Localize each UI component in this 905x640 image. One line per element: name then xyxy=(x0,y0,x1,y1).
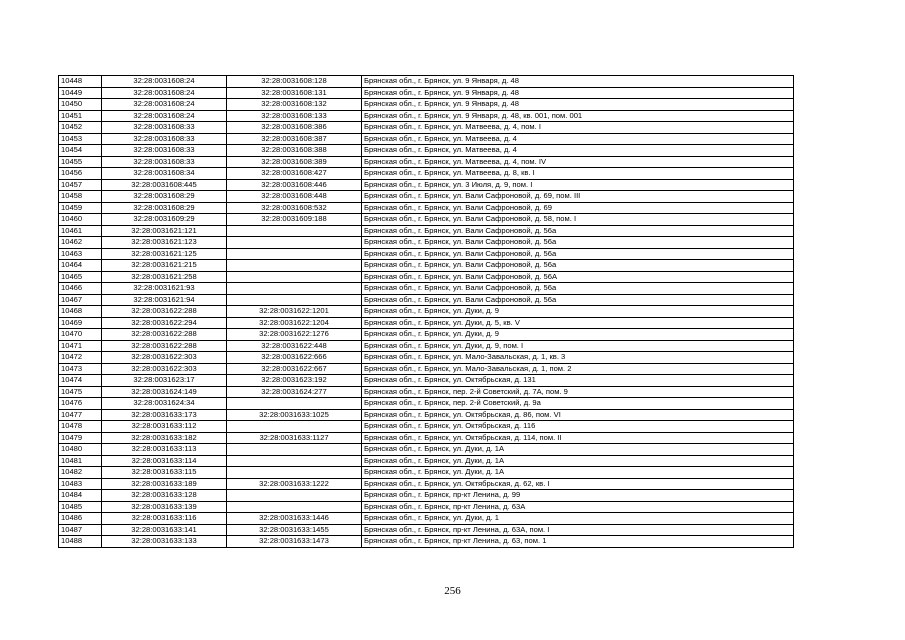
parent-cadastral-number-cell: 32:28:0031621:258 xyxy=(102,271,227,283)
cadastral-number-cell xyxy=(227,225,362,237)
table-row xyxy=(59,386,794,398)
row-number-cell: 10450 xyxy=(59,99,102,111)
row-number-cell: 10481 xyxy=(59,455,102,467)
parent-cadastral-number-cell: 32:28:0031633:139 xyxy=(102,501,227,513)
row-number-cell: 10473 xyxy=(59,363,102,375)
table-row xyxy=(59,501,794,513)
row-number-cell: 10477 xyxy=(59,409,102,421)
parent-cadastral-number-cell: 32:28:0031633:116 xyxy=(102,513,227,525)
table-row xyxy=(59,306,794,318)
parent-cadastral-number-cell: 32:28:0031621:215 xyxy=(102,260,227,272)
parent-cadastral-number-cell: 32:28:0031608:24 xyxy=(102,110,227,122)
parent-cadastral-number-cell: 32:28:0031623:17 xyxy=(102,375,227,387)
cadastral-number-cell: 32:28:0031608:388 xyxy=(227,145,362,157)
row-number-cell: 10453 xyxy=(59,133,102,145)
parent-cadastral-number-cell: 32:28:0031621:121 xyxy=(102,225,227,237)
table-row xyxy=(59,99,794,111)
parent-cadastral-number-cell: 32:28:0031608:29 xyxy=(102,202,227,214)
cadastral-number-cell xyxy=(227,248,362,260)
address-cell: Брянская обл., г. Брянск, ул. Вали Сафроновой, д. 56а xyxy=(362,225,794,237)
parent-cadastral-number-cell: 32:28:0031608:29 xyxy=(102,191,227,203)
parent-cadastral-number-cell: 32:28:0031622:303 xyxy=(102,363,227,375)
cadastral-number-cell xyxy=(227,490,362,502)
parent-cadastral-number-cell: 32:28:0031621:93 xyxy=(102,283,227,295)
parent-cadastral-number-cell: 32:28:0031622:303 xyxy=(102,352,227,364)
row-number-cell: 10456 xyxy=(59,168,102,180)
table-row xyxy=(59,513,794,525)
table-row xyxy=(59,444,794,456)
row-number-cell: 10464 xyxy=(59,260,102,272)
parent-cadastral-number-cell: 32:28:0031633:114 xyxy=(102,455,227,467)
table-row xyxy=(59,294,794,306)
cadastral-number-cell: 32:28:0031608:389 xyxy=(227,156,362,168)
property-register-table xyxy=(58,75,794,548)
address-cell: Брянская обл., г. Брянск, ул. Вали Сафроновой, д. 58, пом. I xyxy=(362,214,794,226)
parent-cadastral-number-cell: 32:28:0031633:128 xyxy=(102,490,227,502)
table-row xyxy=(59,455,794,467)
cadastral-number-cell xyxy=(227,467,362,479)
cadastral-number-cell: 32:28:0031608:386 xyxy=(227,122,362,134)
address-cell: Брянская обл., г. Брянск, пр-кт Ленина, д. 63А xyxy=(362,501,794,513)
row-number-cell: 10483 xyxy=(59,478,102,490)
address-cell: Брянская обл., г. Брянск, ул. Матвеева, д. 4, пом. IV xyxy=(362,156,794,168)
cadastral-number-cell: 32:28:0031622:667 xyxy=(227,363,362,375)
address-cell: Брянская обл., г. Брянск, ул. Дуки, д. 1А xyxy=(362,444,794,456)
address-cell: Брянская обл., г. Брянск, пер. 2-й Советский, д. 7А, пом. 9 xyxy=(362,386,794,398)
table-row xyxy=(59,168,794,180)
table-row xyxy=(59,248,794,260)
row-number-cell: 10458 xyxy=(59,191,102,203)
parent-cadastral-number-cell: 32:28:0031621:123 xyxy=(102,237,227,249)
table-row xyxy=(59,145,794,157)
address-cell: Брянская обл., г. Брянск, ул. Дуки, д. 1А xyxy=(362,455,794,467)
table-row xyxy=(59,156,794,168)
cadastral-number-cell xyxy=(227,501,362,513)
row-number-cell: 10476 xyxy=(59,398,102,410)
parent-cadastral-number-cell: 32:28:0031608:33 xyxy=(102,133,227,145)
parent-cadastral-number-cell: 32:28:0031633:189 xyxy=(102,478,227,490)
table-row xyxy=(59,283,794,295)
cadastral-number-cell: 32:28:0031622:1201 xyxy=(227,306,362,318)
parent-cadastral-number-cell: 32:28:0031633:133 xyxy=(102,536,227,548)
parent-cadastral-number-cell: 32:28:0031608:33 xyxy=(102,145,227,157)
address-cell: Брянская обл., г. Брянск, ул. 9 Января, д. 48 xyxy=(362,87,794,99)
row-number-cell: 10449 xyxy=(59,87,102,99)
address-cell: Брянская обл., г. Брянск, ул. Вали Сафроновой, д. 69 xyxy=(362,202,794,214)
address-cell: Брянская обл., г. Брянск, ул. Вали Сафроновой, д. 56А xyxy=(362,271,794,283)
parent-cadastral-number-cell: 32:28:0031624:34 xyxy=(102,398,227,410)
table-row xyxy=(59,524,794,536)
table-row xyxy=(59,398,794,410)
row-number-cell: 10457 xyxy=(59,179,102,191)
row-number-cell: 10482 xyxy=(59,467,102,479)
table-row xyxy=(59,478,794,490)
row-number-cell: 10480 xyxy=(59,444,102,456)
parent-cadastral-number-cell: 32:28:0031624:149 xyxy=(102,386,227,398)
address-cell: Брянская обл., г. Брянск, ул. Мало-Завальская, д. 1, кв. 3 xyxy=(362,352,794,364)
row-number-cell: 10452 xyxy=(59,122,102,134)
row-number-cell: 10470 xyxy=(59,329,102,341)
address-cell: Брянская обл., г. Брянск, ул. Дуки, д. 9 xyxy=(362,306,794,318)
cadastral-number-cell xyxy=(227,421,362,433)
cadastral-number-cell: 32:28:0031633:1025 xyxy=(227,409,362,421)
parent-cadastral-number-cell: 32:28:0031622:288 xyxy=(102,306,227,318)
row-number-cell: 10459 xyxy=(59,202,102,214)
cadastral-number-cell: 32:28:0031608:448 xyxy=(227,191,362,203)
parent-cadastral-number-cell: 32:28:0031621:94 xyxy=(102,294,227,306)
table-row xyxy=(59,432,794,444)
parent-cadastral-number-cell: 32:28:0031608:33 xyxy=(102,122,227,134)
row-number-cell: 10454 xyxy=(59,145,102,157)
parent-cadastral-number-cell: 32:28:0031622:294 xyxy=(102,317,227,329)
cadastral-number-cell: 32:28:0031608:128 xyxy=(227,76,362,88)
address-cell: Брянская обл., г. Брянск, ул. Вали Сафроновой, д. 56а xyxy=(362,248,794,260)
row-number-cell: 10462 xyxy=(59,237,102,249)
parent-cadastral-number-cell: 32:28:0031622:288 xyxy=(102,340,227,352)
address-cell: Брянская обл., г. Брянск, ул. Матвеева, д. 4, пом. I xyxy=(362,122,794,134)
parent-cadastral-number-cell: 32:28:0031633:182 xyxy=(102,432,227,444)
address-cell: Брянская обл., г. Брянск, ул. Октябрьская, д. 131 xyxy=(362,375,794,387)
table-row xyxy=(59,329,794,341)
cadastral-number-cell: 32:28:0031608:387 xyxy=(227,133,362,145)
cadastral-number-cell xyxy=(227,455,362,467)
page-number: 256 xyxy=(444,585,461,597)
cadastral-number-cell: 32:28:0031622:666 xyxy=(227,352,362,364)
address-cell: Брянская обл., г. Брянск, ул. Матвеева, д. 4 xyxy=(362,145,794,157)
parent-cadastral-number-cell: 32:28:0031633:141 xyxy=(102,524,227,536)
table-row xyxy=(59,76,794,88)
row-number-cell: 10460 xyxy=(59,214,102,226)
address-cell: Брянская обл., г. Брянск, ул. Вали Сафроновой, д. 56а xyxy=(362,260,794,272)
address-cell: Брянская обл., г. Брянск, пр-кт Ленина, д. 63А, пом. I xyxy=(362,524,794,536)
row-number-cell: 10478 xyxy=(59,421,102,433)
table-row xyxy=(59,179,794,191)
table-row xyxy=(59,467,794,479)
address-cell: Брянская обл., г. Брянск, пер. 2-й Советский, д. 9а xyxy=(362,398,794,410)
table-row xyxy=(59,352,794,364)
address-cell: Брянская обл., г. Брянск, ул. Октябрьская, д. 62, кв. I xyxy=(362,478,794,490)
address-cell: Брянская обл., г. Брянск, ул. Матвеева, д. 4 xyxy=(362,133,794,145)
cadastral-number-cell xyxy=(227,271,362,283)
table-row xyxy=(59,363,794,375)
row-number-cell: 10451 xyxy=(59,110,102,122)
parent-cadastral-number-cell: 32:28:0031608:24 xyxy=(102,87,227,99)
parent-cadastral-number-cell: 32:28:0031633:173 xyxy=(102,409,227,421)
parent-cadastral-number-cell: 32:28:0031633:113 xyxy=(102,444,227,456)
parent-cadastral-number-cell: 32:28:0031633:115 xyxy=(102,467,227,479)
row-number-cell: 10463 xyxy=(59,248,102,260)
cadastral-number-cell: 32:28:0031609:188 xyxy=(227,214,362,226)
cadastral-number-cell xyxy=(227,444,362,456)
parent-cadastral-number-cell: 32:28:0031608:33 xyxy=(102,156,227,168)
table-row xyxy=(59,87,794,99)
row-number-cell: 10472 xyxy=(59,352,102,364)
cadastral-number-cell: 32:28:0031633:1446 xyxy=(227,513,362,525)
address-cell: Брянская обл., г. Брянск, ул. Вали Сафроновой, д. 56а xyxy=(362,237,794,249)
cadastral-number-cell: 32:28:0031608:532 xyxy=(227,202,362,214)
cadastral-number-cell: 32:28:0031622:1276 xyxy=(227,329,362,341)
address-cell: Брянская обл., г. Брянск, пр-кт Ленина, д. 99 xyxy=(362,490,794,502)
table-row xyxy=(59,202,794,214)
table-row xyxy=(59,536,794,548)
parent-cadastral-number-cell: 32:28:0031622:288 xyxy=(102,329,227,341)
cadastral-number-cell: 32:28:0031622:1204 xyxy=(227,317,362,329)
address-cell: Брянская обл., г. Брянск, ул. Дуки, д. 5, кв. V xyxy=(362,317,794,329)
cadastral-number-cell: 32:28:0031608:446 xyxy=(227,179,362,191)
cadastral-number-cell: 32:28:0031608:132 xyxy=(227,99,362,111)
cadastral-number-cell: 32:28:0031608:131 xyxy=(227,87,362,99)
row-number-cell: 10475 xyxy=(59,386,102,398)
row-number-cell: 10479 xyxy=(59,432,102,444)
parent-cadastral-number-cell: 32:28:0031609:29 xyxy=(102,214,227,226)
parent-cadastral-number-cell: 32:28:0031608:24 xyxy=(102,99,227,111)
address-cell: Брянская обл., г. Брянск, ул. 9 Января, д. 48, кв. 001, пом. 001 xyxy=(362,110,794,122)
row-number-cell: 10487 xyxy=(59,524,102,536)
cadastral-number-cell xyxy=(227,283,362,295)
row-number-cell: 10474 xyxy=(59,375,102,387)
cadastral-number-cell xyxy=(227,237,362,249)
cadastral-number-cell: 32:28:0031633:1222 xyxy=(227,478,362,490)
parent-cadastral-number-cell: 32:28:0031608:34 xyxy=(102,168,227,180)
table-row xyxy=(59,225,794,237)
address-cell: Брянская обл., г. Брянск, ул. Вали Сафроновой, д. 69, пом. III xyxy=(362,191,794,203)
parent-cadastral-number-cell: 32:28:0031633:112 xyxy=(102,421,227,433)
address-cell: Брянская обл., г. Брянск, ул. Октябрьская, д. 116 xyxy=(362,421,794,433)
cadastral-number-cell: 32:28:0031633:1473 xyxy=(227,536,362,548)
table-row xyxy=(59,260,794,272)
row-number-cell: 10466 xyxy=(59,283,102,295)
address-cell: Брянская обл., г. Брянск, ул. 9 Января, д. 48 xyxy=(362,76,794,88)
row-number-cell: 10488 xyxy=(59,536,102,548)
address-cell: Брянская обл., г. Брянск, ул. Дуки, д. 1А xyxy=(362,467,794,479)
table-row xyxy=(59,271,794,283)
address-cell: Брянская обл., г. Брянск, ул. Вали Сафроновой, д. 56а xyxy=(362,283,794,295)
cadastral-number-cell: 32:28:0031633:1127 xyxy=(227,432,362,444)
table-row xyxy=(59,110,794,122)
cadastral-number-cell: 32:28:0031623:192 xyxy=(227,375,362,387)
parent-cadastral-number-cell: 32:28:0031621:125 xyxy=(102,248,227,260)
table-row xyxy=(59,340,794,352)
row-number-cell: 10465 xyxy=(59,271,102,283)
table-row xyxy=(59,214,794,226)
row-number-cell: 10471 xyxy=(59,340,102,352)
cadastral-number-cell: 32:28:0031622:448 xyxy=(227,340,362,352)
address-cell: Брянская обл., г. Брянск, пр-кт Ленина, д. 63, пом. 1 xyxy=(362,536,794,548)
table-body xyxy=(59,76,794,548)
address-cell: Брянская обл., г. Брянск, ул. Октябрьская, д. 86, пом. VI xyxy=(362,409,794,421)
cadastral-number-cell xyxy=(227,398,362,410)
address-cell: Брянская обл., г. Брянск, ул. Октябрьская, д. 114, пом. II xyxy=(362,432,794,444)
parent-cadastral-number-cell: 32:28:0031608:445 xyxy=(102,179,227,191)
address-cell: Брянская обл., г. Брянск, ул. 3 Июля, д. 9, пом. I xyxy=(362,179,794,191)
table-row xyxy=(59,317,794,329)
row-number-cell: 10448 xyxy=(59,76,102,88)
address-cell: Брянская обл., г. Брянск, ул. Дуки, д. 9 xyxy=(362,329,794,341)
table-row xyxy=(59,191,794,203)
table-row xyxy=(59,133,794,145)
row-number-cell: 10455 xyxy=(59,156,102,168)
cadastral-number-cell: 32:28:0031608:427 xyxy=(227,168,362,180)
row-number-cell: 10486 xyxy=(59,513,102,525)
row-number-cell: 10485 xyxy=(59,501,102,513)
row-number-cell: 10484 xyxy=(59,490,102,502)
table-row xyxy=(59,421,794,433)
address-cell: Брянская обл., г. Брянск, ул. Дуки, д. 9, пом. I xyxy=(362,340,794,352)
address-cell: Брянская обл., г. Брянск, ул. Вали Сафроновой, д. 56а xyxy=(362,294,794,306)
row-number-cell: 10467 xyxy=(59,294,102,306)
cadastral-number-cell: 32:28:0031624:277 xyxy=(227,386,362,398)
parent-cadastral-number-cell: 32:28:0031608:24 xyxy=(102,76,227,88)
cadastral-number-cell xyxy=(227,260,362,272)
address-cell: Брянская обл., г. Брянск, ул. Дуки, д. 1 xyxy=(362,513,794,525)
table-row xyxy=(59,237,794,249)
cadastral-number-cell xyxy=(227,294,362,306)
table-row xyxy=(59,122,794,134)
row-number-cell: 10468 xyxy=(59,306,102,318)
table-row xyxy=(59,375,794,387)
row-number-cell: 10461 xyxy=(59,225,102,237)
row-number-cell: 10469 xyxy=(59,317,102,329)
table-row xyxy=(59,409,794,421)
address-cell: Брянская обл., г. Брянск, ул. Матвеева, д. 8, кв. I xyxy=(362,168,794,180)
cadastral-number-cell: 32:28:0031608:133 xyxy=(227,110,362,122)
address-cell: Брянская обл., г. Брянск, ул. Мало-Завальская, д. 1, пом. 2 xyxy=(362,363,794,375)
address-cell: Брянская обл., г. Брянск, ул. 9 Января, д. 48 xyxy=(362,99,794,111)
table-row xyxy=(59,490,794,502)
cadastral-number-cell: 32:28:0031633:1455 xyxy=(227,524,362,536)
